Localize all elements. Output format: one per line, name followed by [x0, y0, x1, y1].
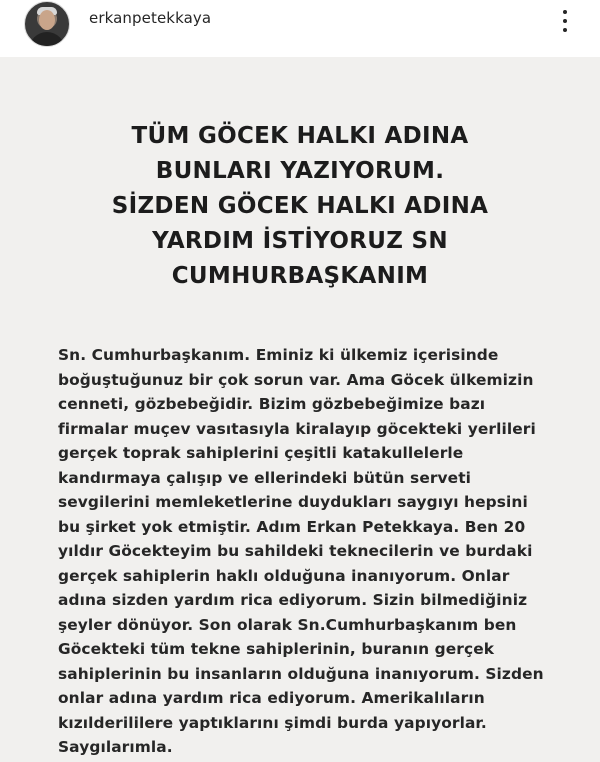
body-line: kızılderililere yaptıklarını şimdi burda yapıyorlar. — [58, 713, 487, 732]
body-line: Saygılarımla. — [58, 738, 173, 756]
post-image[interactable] — [0, 57, 600, 762]
body-line: firmalar muçev vasıtasıyla kiralayıp göcekteki yerlileri — [58, 419, 536, 438]
headline-line: TÜM GÖCEK HALKI ADINA — [131, 123, 469, 149]
body-line: gerçek toprak sahiplerini çeşitli katakullelerle — [58, 444, 464, 462]
avatar-face — [39, 10, 55, 30]
body-line: adına sizden yardım rica ediyorum. Sizin bilmediğiniz — [58, 591, 528, 609]
body-line: Göcekteki tüm tekne sahiplerinin, buranın gerçek — [58, 640, 495, 658]
headline-line: SİZDEN GÖCEK HALKI ADINA — [111, 193, 489, 219]
post-header — [0, 0, 600, 52]
body-line: sevgilerini memleketlerine duydukları saygıyı hepsini — [58, 493, 528, 511]
body-line: onlar adına yardım rica ediyorum. Amerikalıların — [58, 689, 485, 707]
avatar[interactable] — [24, 1, 70, 47]
body-line: bu şirket yok etmiştir. Adım Erkan Petekkaya. Ben 20 — [58, 517, 526, 536]
post-body-text — [58, 343, 588, 760]
body-line: boğuştuğunuz bir çok sorun var. Ama Göcek ülkemizin — [58, 370, 534, 389]
body-line: şeyler dönüyor. Son olarak Sn.Cumhurbaşkanım ben — [58, 615, 517, 634]
headline-line: BUNLARI YAZIYORUM. — [155, 158, 445, 184]
body-line: yıldır Göcekteyim bu sahildeki teknecilerin ve burdaki — [58, 542, 533, 560]
avatar-body — [29, 32, 65, 47]
body-line: kandırmaya çalışıp ve ellerindeki bütün serveti — [58, 468, 472, 487]
more-dot — [563, 19, 567, 23]
body-line: gerçek sahiplerin haklı olduğuna inanıyorum. Onlar — [58, 566, 510, 585]
post-headline — [0, 119, 600, 294]
body-line: sahiplerinin bu insanların olduğuna inanıyorum. Sizden — [58, 664, 544, 683]
headline-line: CUMHURBAŞKANIM — [171, 263, 429, 289]
username-link[interactable]: erkanpetekkaya — [89, 9, 212, 27]
more-options-icon[interactable] — [553, 6, 577, 36]
more-dot — [563, 28, 567, 32]
body-line: Sn. Cumhurbaşkanım. Eminiz ki ülkemiz içerisinde — [58, 346, 499, 364]
headline-line: YARDIM İSTİYORUZ SN — [152, 228, 448, 254]
more-dot — [563, 10, 567, 14]
body-line: cenneti, gözbebeğidir. Bizim gözbebeğimize bazı — [58, 395, 486, 413]
